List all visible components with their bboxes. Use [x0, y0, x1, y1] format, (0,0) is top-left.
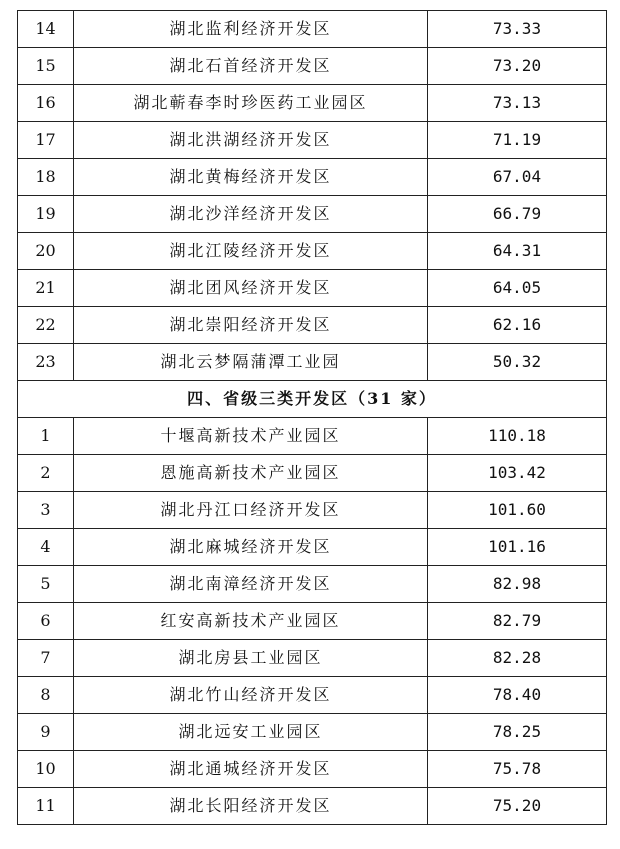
- zone-score: 50.32: [428, 344, 607, 381]
- zone-name: 红安高新技术产业园区: [74, 603, 428, 640]
- zone-name: 湖北江陵经济开发区: [74, 233, 428, 270]
- zone-name: 湖北通城经济开发区: [74, 751, 428, 788]
- table-row: [18, 751, 607, 788]
- zone-score: 66.79: [428, 196, 607, 233]
- row-index: 8: [18, 677, 74, 714]
- table-row: [18, 566, 607, 603]
- zone-name: 湖北团风经济开发区: [74, 270, 428, 307]
- table-row: [18, 788, 607, 825]
- row-index: 11: [18, 788, 74, 825]
- section-title: 四、省级三类开发区（31 家）: [18, 381, 607, 418]
- table-row: [18, 677, 607, 714]
- zone-score: 62.16: [428, 307, 607, 344]
- row-index: 5: [18, 566, 74, 603]
- zone-score: 75.78: [428, 751, 607, 788]
- row-index: 4: [18, 529, 74, 566]
- table-row: [18, 196, 607, 233]
- zone-score: 64.31: [428, 233, 607, 270]
- zone-score: 73.13: [428, 85, 607, 122]
- table-row: [18, 344, 607, 381]
- row-index: 6: [18, 603, 74, 640]
- row-index: 20: [18, 233, 74, 270]
- zone-score: 110.18: [428, 418, 607, 455]
- zone-name: 湖北监利经济开发区: [74, 11, 428, 48]
- ranking-table: [17, 10, 607, 825]
- zone-name: 湖北石首经济开发区: [74, 48, 428, 85]
- zone-name: 湖北丹江口经济开发区: [74, 492, 428, 529]
- zone-name: 湖北沙洋经济开发区: [74, 196, 428, 233]
- row-index: 15: [18, 48, 74, 85]
- row-index: 22: [18, 307, 74, 344]
- table-row: [18, 270, 607, 307]
- table-row: [18, 122, 607, 159]
- zone-name: 湖北长阳经济开发区: [74, 788, 428, 825]
- table-row: [18, 455, 607, 492]
- zone-score: 64.05: [428, 270, 607, 307]
- row-index: 10: [18, 751, 74, 788]
- section-header-row: [18, 381, 607, 418]
- zone-name: 湖北崇阳经济开发区: [74, 307, 428, 344]
- row-index: 3: [18, 492, 74, 529]
- row-index: 16: [18, 85, 74, 122]
- zone-name: 湖北云梦隔蒲潭工业园: [74, 344, 428, 381]
- zone-name: 湖北南漳经济开发区: [74, 566, 428, 603]
- row-index: 19: [18, 196, 74, 233]
- table-row: [18, 307, 607, 344]
- zone-score: 78.40: [428, 677, 607, 714]
- zone-score: 71.19: [428, 122, 607, 159]
- table-row: [18, 418, 607, 455]
- zone-score: 82.79: [428, 603, 607, 640]
- table-row: [18, 48, 607, 85]
- zone-name: 湖北黄梅经济开发区: [74, 159, 428, 196]
- zone-score: 78.25: [428, 714, 607, 751]
- row-index: 14: [18, 11, 74, 48]
- zone-score: 82.98: [428, 566, 607, 603]
- zone-name: 湖北竹山经济开发区: [74, 677, 428, 714]
- table-row: [18, 640, 607, 677]
- table-row: [18, 11, 607, 48]
- row-index: 21: [18, 270, 74, 307]
- zone-score: 82.28: [428, 640, 607, 677]
- zone-score: 73.20: [428, 48, 607, 85]
- zone-name: 湖北洪湖经济开发区: [74, 122, 428, 159]
- table-row: [18, 159, 607, 196]
- zone-name: 湖北麻城经济开发区: [74, 529, 428, 566]
- zone-name: 恩施高新技术产业园区: [74, 455, 428, 492]
- table-row: [18, 714, 607, 751]
- row-index: 9: [18, 714, 74, 751]
- zone-score: 73.33: [428, 11, 607, 48]
- zone-name: 湖北房县工业园区: [74, 640, 428, 677]
- table-row: [18, 492, 607, 529]
- zone-score: 103.42: [428, 455, 607, 492]
- zone-score: 101.60: [428, 492, 607, 529]
- zone-name: 湖北远安工业园区: [74, 714, 428, 751]
- row-index: 1: [18, 418, 74, 455]
- table-row: [18, 529, 607, 566]
- zone-score: 101.16: [428, 529, 607, 566]
- zone-score: 75.20: [428, 788, 607, 825]
- row-index: 18: [18, 159, 74, 196]
- zone-name: 十堰高新技术产业园区: [74, 418, 428, 455]
- table-row: [18, 85, 607, 122]
- zone-score: 67.04: [428, 159, 607, 196]
- table-row: [18, 603, 607, 640]
- zone-name: 湖北蕲春李时珍医药工业园区: [74, 85, 428, 122]
- table-row: [18, 233, 607, 270]
- row-index: 7: [18, 640, 74, 677]
- row-index: 23: [18, 344, 74, 381]
- row-index: 2: [18, 455, 74, 492]
- row-index: 17: [18, 122, 74, 159]
